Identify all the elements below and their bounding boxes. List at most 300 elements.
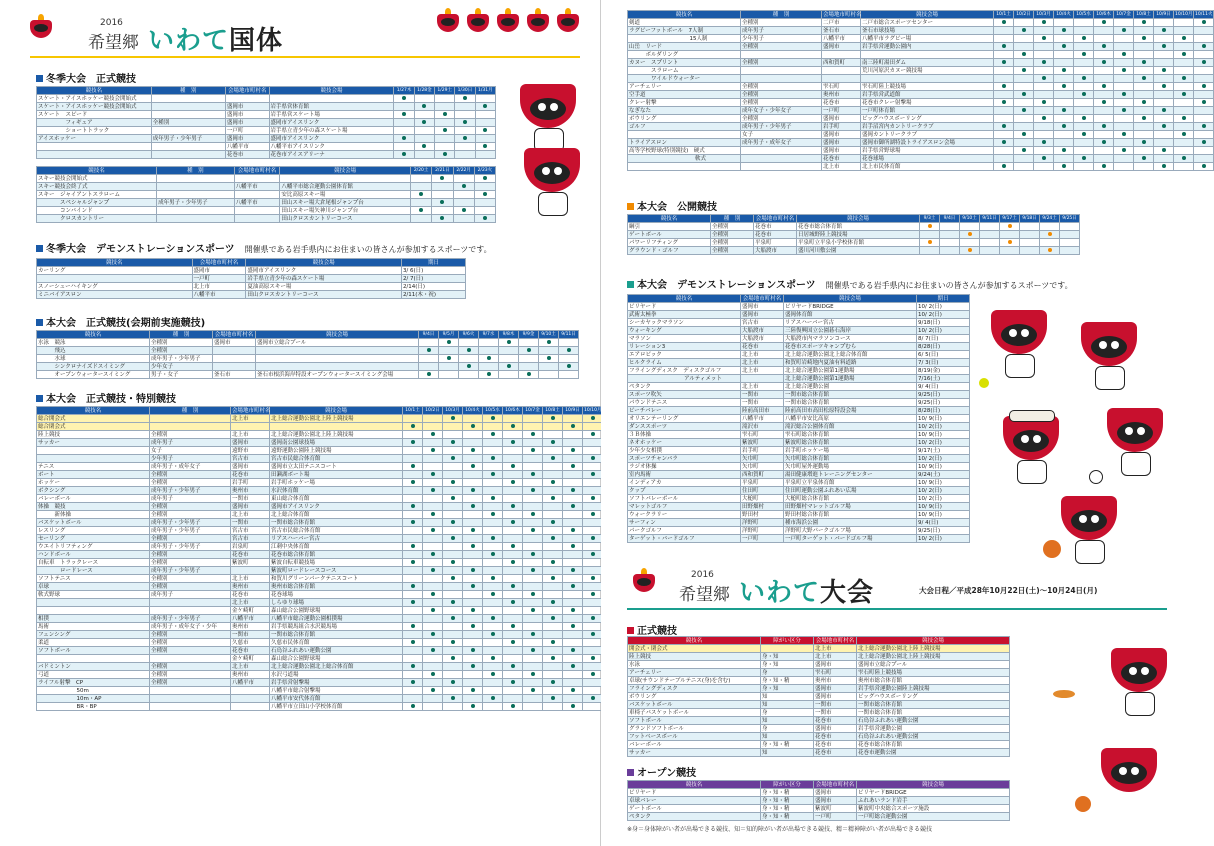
day-cell xyxy=(432,207,453,215)
day-cell xyxy=(1154,27,1174,35)
type-cell xyxy=(741,67,822,75)
day-cell xyxy=(403,615,423,623)
day-cell xyxy=(503,599,523,607)
day-cell xyxy=(443,503,463,511)
table-row xyxy=(37,463,623,471)
venue-cell: 岩手県営運動公園陸上競技場 xyxy=(857,685,1010,693)
day-cell xyxy=(1074,83,1094,91)
table-row xyxy=(37,599,623,607)
day-cell xyxy=(559,371,579,379)
day-cell xyxy=(1174,59,1194,67)
type-cell xyxy=(157,207,235,215)
scheduled-dot-icon xyxy=(1182,52,1186,56)
day-cell xyxy=(403,559,423,567)
day-cell xyxy=(435,103,455,111)
day-cell xyxy=(503,455,523,463)
day-cell xyxy=(1174,67,1194,75)
column-header: 競技名 xyxy=(37,259,193,267)
scheduled-dot-icon xyxy=(451,656,455,660)
day-cell xyxy=(443,415,463,423)
day-cell xyxy=(403,487,423,495)
day-cell xyxy=(543,471,563,479)
table-row xyxy=(37,455,623,463)
scheduled-dot-icon xyxy=(411,640,415,644)
table-row xyxy=(37,283,466,291)
column-header: 会場地市町村名 xyxy=(213,331,256,339)
taikai-dates: 大会日程／平成28年10月22日(土)～10月24日(月) xyxy=(919,586,1098,595)
day-cell xyxy=(394,143,414,151)
scheduled-dot-icon xyxy=(1022,52,1026,56)
date-cell: 10/ 9(日) xyxy=(917,479,970,487)
day-cell xyxy=(394,135,414,143)
scheduled-dot-icon xyxy=(431,592,435,596)
scheduled-dot-icon xyxy=(467,364,471,368)
city-cell: 北上市 xyxy=(231,415,270,423)
scheduled-dot-icon xyxy=(1162,148,1166,152)
table-row xyxy=(628,367,970,375)
day-cell xyxy=(403,439,423,447)
city-cell: 紫波町 xyxy=(814,805,857,813)
venue-cell: 北上総合運動公園北上陸上競技場 xyxy=(270,415,403,423)
name-cell: アルティメット xyxy=(628,375,741,383)
day-cell xyxy=(920,247,940,255)
scheduled-dot-icon xyxy=(491,576,495,580)
scheduled-dot-icon xyxy=(591,512,595,516)
venue-cell: 北上総合体育館 xyxy=(270,511,403,519)
city-cell: 八幡平市 xyxy=(231,615,270,623)
type-cell: 女子 xyxy=(150,447,231,455)
day-header: 2/20土 xyxy=(411,167,432,175)
venue-cell: 滝沢総合公園体育館 xyxy=(784,423,917,431)
day-cell xyxy=(1054,67,1074,75)
day-cell xyxy=(583,439,603,447)
day-cell xyxy=(1074,27,1094,35)
name-cell: スポーツ吹矢 xyxy=(628,391,741,399)
day-cell xyxy=(1134,59,1154,67)
scheduled-dot-icon xyxy=(551,456,555,460)
venue-cell: 三陸復興国立公園碁石海岸 xyxy=(784,327,917,335)
pre-table xyxy=(36,330,579,379)
day-cell xyxy=(455,127,475,135)
scheduled-dot-icon xyxy=(1162,68,1166,72)
type-cell: 成年女子・少年女子 xyxy=(741,107,822,115)
scheduled-dot-icon xyxy=(402,152,406,156)
name-cell: ペタンク xyxy=(628,383,741,391)
date-cell: 10/ 9(日) xyxy=(917,503,970,511)
day-cell xyxy=(960,223,980,231)
shogai-cell: 知 xyxy=(761,693,814,701)
day-cell xyxy=(523,439,543,447)
footnote: ※身＝身体障がい者が出場できる競技、知＝知的障がい者が出場できる競技、精＝精神障がい者が出場できる競技 xyxy=(627,826,933,833)
type-cell xyxy=(151,111,225,119)
scheduled-dot-icon xyxy=(491,472,495,476)
day-cell xyxy=(563,615,583,623)
day-cell xyxy=(479,339,499,347)
taikai-rule xyxy=(627,608,1167,610)
scheduled-dot-icon xyxy=(431,488,435,492)
type-cell: 全種別 xyxy=(150,631,231,639)
day-cell xyxy=(543,415,563,423)
column-header: 競技会場 xyxy=(861,11,994,19)
day-cell xyxy=(423,623,443,631)
name-cell: フライングディスク xyxy=(628,685,761,693)
scheduled-dot-icon xyxy=(1062,148,1066,152)
type-cell: 全種別 xyxy=(150,575,231,583)
scheduled-dot-icon xyxy=(571,488,575,492)
venue-cell: 田山クロスカントリーコース xyxy=(280,215,411,223)
venue-cell: 田野畑村マレットゴルフ場 xyxy=(784,503,917,511)
scheduled-dot-icon xyxy=(571,584,575,588)
day-cell xyxy=(563,463,583,471)
date-cell: 10/ 9(日) xyxy=(917,415,970,423)
day-cell xyxy=(563,599,583,607)
day-cell xyxy=(994,155,1014,163)
column-header: 競技名 xyxy=(628,11,741,19)
name-cell: ゲートボール xyxy=(628,805,761,813)
day-cell xyxy=(474,175,495,183)
day-cell xyxy=(423,479,443,487)
city-cell: 釜石市 xyxy=(822,27,861,35)
day-cell xyxy=(1034,67,1054,75)
date-cell: 9/24(土) xyxy=(917,471,970,479)
city-cell xyxy=(213,347,256,355)
day-cell xyxy=(423,647,443,655)
city-cell: 北上市 xyxy=(814,645,857,653)
day-cell xyxy=(583,471,603,479)
day-cell xyxy=(1014,131,1034,139)
scheduled-dot-icon xyxy=(411,464,415,468)
day-cell xyxy=(503,607,523,615)
scheduled-dot-icon xyxy=(1042,140,1046,144)
city-cell: 盛岡市 xyxy=(231,463,270,471)
name-cell: 柔道 xyxy=(37,639,150,647)
scheduled-dot-icon xyxy=(402,96,406,100)
day-cell xyxy=(463,639,483,647)
day-cell xyxy=(583,623,603,631)
day-cell xyxy=(1174,107,1194,115)
day-cell xyxy=(443,487,463,495)
day-cell xyxy=(439,363,459,371)
table-row xyxy=(37,447,623,455)
day-cell xyxy=(403,639,423,647)
column-header: 競技名 xyxy=(37,331,150,339)
day-cell xyxy=(1014,75,1034,83)
table-row xyxy=(37,663,623,671)
day-header: 9/24土 xyxy=(1040,215,1060,223)
venue-cell: 陸前高田市高田松原特設会場 xyxy=(784,407,917,415)
city-cell: 岩手町 xyxy=(822,123,861,131)
type-cell: 成年男子・成年女子 xyxy=(741,139,822,147)
table-row xyxy=(628,319,970,327)
scheduled-dot-icon xyxy=(1182,132,1186,136)
day-cell xyxy=(583,535,603,543)
scheduled-dot-icon xyxy=(1142,140,1146,144)
table-header-row xyxy=(628,781,1010,789)
type-cell: 全種別 xyxy=(150,559,231,567)
day-cell xyxy=(523,479,543,487)
city-cell: 八幡平市 xyxy=(741,415,784,423)
scheduled-dot-icon xyxy=(511,584,515,588)
scheduled-dot-icon xyxy=(411,544,415,548)
scheduled-dot-icon xyxy=(1102,84,1106,88)
shogai-cell: 身・知 xyxy=(761,661,814,669)
type-cell: 男子・女子 xyxy=(150,371,213,379)
venue-cell: 釜石市根浜海岸特設オープンウォータースイミング会場 xyxy=(256,371,419,379)
table-row xyxy=(628,147,1214,155)
type-cell: 成年男子・少年男子 xyxy=(150,487,231,495)
day-cell xyxy=(523,679,543,687)
day-cell xyxy=(563,647,583,655)
city-cell: 紫波町 xyxy=(231,559,270,567)
day-cell xyxy=(519,371,539,379)
scheduled-dot-icon xyxy=(1002,20,1006,24)
day-cell xyxy=(543,551,563,559)
day-cell xyxy=(583,559,603,567)
day-cell xyxy=(563,663,583,671)
column-header: 会場地市町村名 xyxy=(741,295,784,303)
scheduled-dot-icon xyxy=(527,372,531,376)
day-cell xyxy=(920,239,940,247)
name-cell: エアロビック xyxy=(628,351,741,359)
column-header: 種 別 xyxy=(157,167,235,175)
day-cell xyxy=(1014,83,1034,91)
scheduled-dot-icon xyxy=(431,552,435,556)
day-cell xyxy=(563,695,583,703)
day-cell xyxy=(1194,27,1214,35)
table-row xyxy=(628,399,970,407)
date-cell: 2/14(日) xyxy=(401,283,465,291)
day-cell xyxy=(443,575,463,583)
scheduled-dot-icon xyxy=(531,648,535,652)
date-cell: 10/ 2(日) xyxy=(917,535,970,543)
venue-cell: 矢巾町総合体育館 xyxy=(784,455,917,463)
day-cell xyxy=(423,543,443,551)
day-cell xyxy=(455,95,475,103)
scheduled-dot-icon xyxy=(491,696,495,700)
scheduled-dot-icon xyxy=(968,248,972,252)
day-cell xyxy=(1000,247,1020,255)
day-cell xyxy=(994,147,1014,155)
city-cell: 盛岡市 xyxy=(814,725,857,733)
day-cell xyxy=(403,567,423,575)
scheduled-dot-icon xyxy=(1162,124,1166,128)
day-cell xyxy=(1074,75,1094,83)
name-cell: ワイルドウォーター xyxy=(628,75,741,83)
day-cell xyxy=(443,591,463,599)
day-header: 9/5月 xyxy=(439,331,459,339)
day-cell xyxy=(499,347,519,355)
day-cell xyxy=(523,431,543,439)
day-cell xyxy=(1154,147,1174,155)
city-cell: 田野畑村 xyxy=(741,503,784,511)
scheduled-dot-icon xyxy=(511,424,515,428)
name-cell: ホッケー xyxy=(37,479,150,487)
day-cell xyxy=(503,423,523,431)
type-cell xyxy=(151,127,225,135)
scheduled-dot-icon xyxy=(1202,100,1206,104)
scheduled-dot-icon xyxy=(531,688,535,692)
table-row xyxy=(37,143,496,151)
type-cell: 全種別 xyxy=(711,239,754,247)
day-cell xyxy=(1114,19,1134,27)
scheduled-dot-icon xyxy=(531,632,535,636)
type-cell: 少年女子 xyxy=(150,363,213,371)
scheduled-dot-icon xyxy=(427,348,431,352)
day-cell xyxy=(463,687,483,695)
day-cell xyxy=(1074,51,1094,59)
city-cell xyxy=(231,703,270,711)
scheduled-dot-icon xyxy=(1162,28,1166,32)
day-cell xyxy=(423,663,443,671)
type-cell xyxy=(150,655,231,663)
day-cell xyxy=(503,503,523,511)
scheduled-dot-icon xyxy=(471,664,475,668)
scheduled-dot-icon xyxy=(463,96,467,100)
scheduled-dot-icon xyxy=(1042,36,1046,40)
day-cell xyxy=(1034,155,1054,163)
type-cell: 成年男子・少年男子 xyxy=(151,135,225,143)
column-header: 競技名 xyxy=(628,295,741,303)
city-cell: 雫石町 xyxy=(741,431,784,439)
column-header: 競技会場 xyxy=(857,781,1010,789)
venue-cell: 八幡平市アイスリンク xyxy=(269,143,394,151)
scheduled-dot-icon xyxy=(1042,20,1046,24)
day-cell xyxy=(423,495,443,503)
scheduled-dot-icon xyxy=(431,448,435,452)
scheduled-dot-icon xyxy=(1202,164,1206,168)
name-cell: フライングディスク ディスクゴルフ xyxy=(628,367,741,375)
column-header: 会場地市町村名 xyxy=(225,87,269,95)
scheduled-dot-icon xyxy=(483,104,487,108)
day-cell xyxy=(423,671,443,679)
venue-cell: 岩手県営スケート場 xyxy=(269,111,394,119)
day-cell xyxy=(403,655,423,663)
venue-cell: 久慈市民体育館 xyxy=(270,639,403,647)
name-cell: ３Ｂ体操 xyxy=(628,431,741,439)
day-cell xyxy=(423,463,443,471)
scheduled-dot-icon xyxy=(511,560,515,564)
scheduled-dot-icon xyxy=(463,136,467,140)
name-cell: 10m・AP xyxy=(37,695,150,703)
date-cell: 9/25(日) xyxy=(917,399,970,407)
scheduled-dot-icon xyxy=(571,648,575,652)
day-header: 10/9日 xyxy=(563,407,583,415)
day-cell xyxy=(583,607,603,615)
day-cell xyxy=(994,123,1014,131)
city-cell: 一戸町 xyxy=(822,107,861,115)
day-cell xyxy=(1040,223,1060,231)
name-cell: ラグビーフットボール 7人制 xyxy=(628,27,741,35)
scheduled-dot-icon xyxy=(511,640,515,644)
day-cell xyxy=(443,511,463,519)
shogai-cell: 身 xyxy=(761,709,814,717)
day-cell xyxy=(543,663,563,671)
scheduled-dot-icon xyxy=(1202,124,1206,128)
name-cell: スノーシューハイキング xyxy=(37,283,193,291)
venue-cell: 盛岡市御所湖特設トライアスロン会場 xyxy=(861,139,994,147)
day-cell xyxy=(523,575,543,583)
table-row xyxy=(37,551,623,559)
city-cell: 花巻市 xyxy=(814,749,857,757)
day-cell xyxy=(583,479,603,487)
section-title: 本大会 デモンストレーションスポーツ 開催県である岩手県内にお住まいの皆さんが参加するスポーツです。 xyxy=(627,276,1073,291)
scheduled-dot-icon xyxy=(551,640,555,644)
scheduled-dot-icon xyxy=(551,496,555,500)
city-cell: 北上市 xyxy=(822,163,861,171)
day-cell xyxy=(559,363,579,371)
day-cell xyxy=(475,151,495,159)
city-cell: 花巻市 xyxy=(741,343,784,351)
scheduled-dot-icon xyxy=(1022,68,1026,72)
city-cell: 盛岡市 xyxy=(814,685,857,693)
day-cell xyxy=(583,567,603,575)
right-page xyxy=(601,0,1213,846)
table-row xyxy=(37,199,496,207)
day-cell xyxy=(443,663,463,671)
scheduled-dot-icon xyxy=(483,216,487,220)
venue-cell: ふれあいランド岩手 xyxy=(857,797,1010,805)
scheduled-dot-icon xyxy=(451,640,455,644)
scheduled-dot-icon xyxy=(471,504,475,508)
day-cell xyxy=(1134,147,1154,155)
day-cell xyxy=(403,551,423,559)
scheduled-dot-icon xyxy=(591,496,595,500)
venue-cell: 和賀町岩崎地内夏油有料道路 xyxy=(784,359,917,367)
day-cell xyxy=(583,615,603,623)
day-cell xyxy=(463,559,483,567)
day-cell xyxy=(419,371,439,379)
name-cell: 高等学校野球(特別競技) 硬式 xyxy=(628,147,741,155)
scheduled-dot-icon xyxy=(451,480,455,484)
day-cell xyxy=(543,503,563,511)
city-cell: 一関市 xyxy=(231,519,270,527)
venue-cell: 一戸町ターゲット・バードゴルフ場 xyxy=(784,535,917,543)
city-cell: 盛岡市 xyxy=(213,339,256,347)
brand-title: いわて国体 xyxy=(148,26,284,56)
scheduled-dot-icon xyxy=(591,576,595,580)
day-cell xyxy=(443,623,463,631)
table-row xyxy=(37,559,623,567)
type-cell xyxy=(157,191,235,199)
city-cell: 一戸町 xyxy=(814,813,857,821)
name-cell: サッカー xyxy=(37,439,150,447)
day-cell xyxy=(463,439,483,447)
scheduled-dot-icon xyxy=(491,616,495,620)
day-cell xyxy=(1114,35,1134,43)
venue-cell xyxy=(280,175,411,183)
day-cell xyxy=(543,479,563,487)
day-cell xyxy=(519,347,539,355)
name-cell: ミニバイアスロン xyxy=(37,291,193,299)
table-row xyxy=(628,653,1010,661)
day-cell xyxy=(1014,59,1034,67)
table-row xyxy=(37,267,466,275)
day-cell xyxy=(483,559,503,567)
name-cell: スキー競技会終了式 xyxy=(37,183,157,191)
day-header: 10/4火 xyxy=(1054,11,1074,19)
day-cell xyxy=(980,247,1000,255)
column-header: 競技名 xyxy=(628,637,761,645)
day-cell xyxy=(563,447,583,455)
day-cell xyxy=(403,607,423,615)
day-cell xyxy=(543,703,563,711)
day-header: 9/11日 xyxy=(980,215,1000,223)
day-header: 10/4火 xyxy=(463,407,483,415)
day-cell xyxy=(1114,155,1134,163)
day-cell xyxy=(463,535,483,543)
day-cell xyxy=(443,527,463,535)
header-rule xyxy=(30,56,580,58)
